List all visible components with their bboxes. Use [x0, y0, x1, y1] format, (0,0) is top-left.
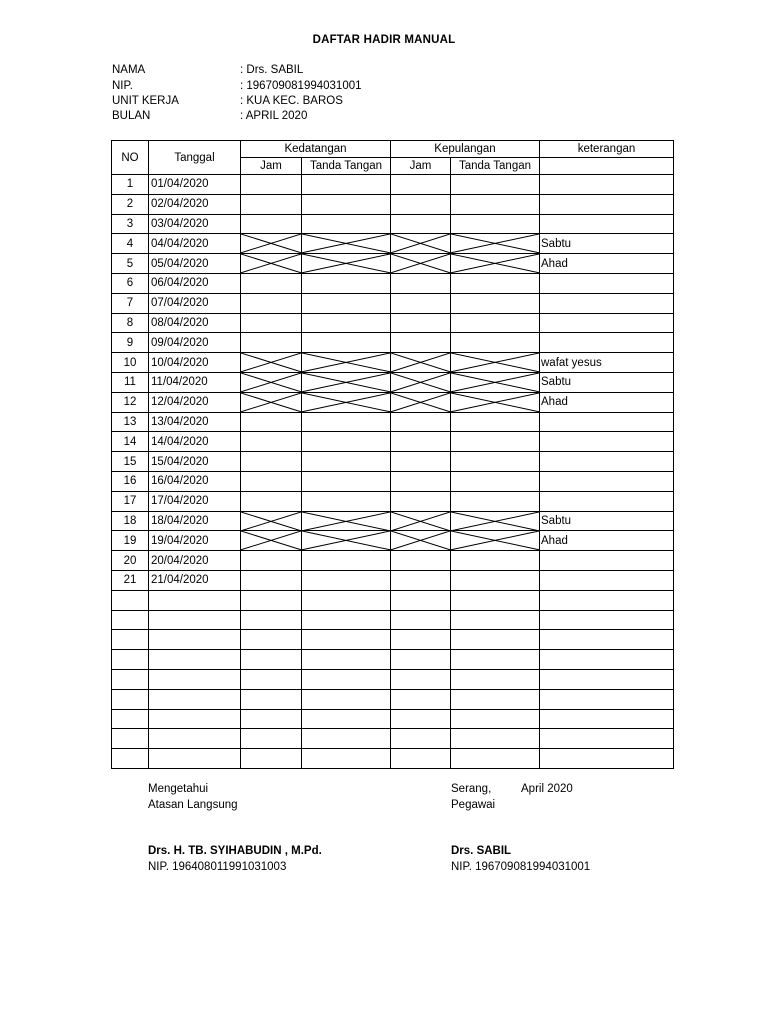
cell-kedatangan-tanda-tangan	[302, 689, 391, 709]
row-number	[112, 709, 149, 729]
cell-kepulangan-tanda-tangan	[451, 392, 540, 412]
cell-kedatangan-tanda-tangan	[302, 293, 391, 313]
row-keterangan	[540, 214, 674, 234]
cell-kedatangan-jam	[241, 749, 302, 769]
info-value-bulan: : APRIL 2020	[240, 110, 308, 122]
row-number: 4	[112, 234, 149, 254]
table-row	[112, 175, 674, 195]
table-row	[112, 234, 674, 254]
row-number: 16	[112, 471, 149, 491]
row-keterangan	[540, 749, 674, 769]
cell-kepulangan-tanda-tangan	[451, 630, 540, 650]
cross-mark-icon	[302, 353, 390, 372]
row-date: 13/04/2020	[149, 412, 241, 432]
cell-kedatangan-jam	[241, 372, 302, 392]
cell-kedatangan-tanda-tangan	[302, 392, 391, 412]
row-number: 11	[112, 372, 149, 392]
row-number	[112, 749, 149, 769]
table-row	[112, 214, 674, 234]
table-row	[112, 392, 674, 412]
footer-employee-nip: NIP. 196709081994031001	[451, 861, 591, 873]
cross-mark-icon	[241, 254, 301, 273]
attendance-table	[111, 140, 674, 769]
cell-kedatangan-tanda-tangan	[302, 709, 391, 729]
table-row	[112, 313, 674, 333]
cell-kedatangan-tanda-tangan	[302, 273, 391, 293]
cross-mark-icon	[302, 254, 390, 273]
cell-kepulangan-tanda-tangan	[451, 531, 540, 551]
info-value-nip: : 196709081994031001	[240, 80, 362, 92]
row-number	[112, 590, 149, 610]
cell-kepulangan-jam	[391, 273, 451, 293]
cell-kepulangan-jam	[391, 175, 451, 195]
footer-place: Serang,	[451, 783, 492, 795]
cell-kedatangan-tanda-tangan	[302, 471, 391, 491]
row-date: 15/04/2020	[149, 452, 241, 472]
row-date: 07/04/2020	[149, 293, 241, 313]
header-tanggal: Tanggal	[149, 141, 241, 175]
row-number: 3	[112, 214, 149, 234]
row-date	[149, 709, 241, 729]
cell-kedatangan-tanda-tangan	[302, 570, 391, 590]
row-number	[112, 669, 149, 689]
row-number: 2	[112, 194, 149, 214]
cell-kedatangan-jam	[241, 531, 302, 551]
cell-kepulangan-jam	[391, 293, 451, 313]
cell-kedatangan-tanda-tangan	[302, 749, 391, 769]
table-row	[112, 194, 674, 214]
row-date	[149, 729, 241, 749]
row-date: 04/04/2020	[149, 234, 241, 254]
cross-mark-icon	[391, 512, 450, 531]
cell-kedatangan-tanda-tangan	[302, 630, 391, 650]
row-keterangan	[540, 551, 674, 571]
row-keterangan	[540, 491, 674, 511]
cell-kedatangan-jam	[241, 254, 302, 274]
info-value-nama: : Drs. SABIL	[240, 64, 304, 76]
cell-kepulangan-tanda-tangan	[451, 551, 540, 571]
cell-kepulangan-jam	[391, 452, 451, 472]
table-row	[112, 273, 674, 293]
cell-kepulangan-jam	[391, 570, 451, 590]
row-number: 13	[112, 412, 149, 432]
cell-kepulangan-jam	[391, 650, 451, 670]
row-date: 21/04/2020	[149, 570, 241, 590]
cell-kepulangan-jam	[391, 749, 451, 769]
row-date: 12/04/2020	[149, 392, 241, 412]
footer-date: April 2020	[521, 783, 573, 795]
cell-kepulangan-jam	[391, 531, 451, 551]
attendance-body	[112, 175, 674, 769]
row-date	[149, 650, 241, 670]
cross-mark-icon	[241, 234, 301, 253]
cell-kedatangan-jam	[241, 175, 302, 195]
cell-kedatangan-tanda-tangan	[302, 214, 391, 234]
footer-pegawai: Pegawai	[451, 799, 496, 811]
cell-kepulangan-jam	[391, 353, 451, 373]
footer-supervisor-name: Drs. H. TB. SYIHABUDIN , M.Pd.	[148, 845, 322, 857]
cell-kedatangan-jam	[241, 353, 302, 373]
cell-kepulangan-tanda-tangan	[451, 353, 540, 373]
cross-mark-icon	[302, 393, 390, 412]
footer-atasan-langsung: Atasan Langsung	[148, 799, 238, 811]
cell-kepulangan-jam	[391, 471, 451, 491]
cell-kepulangan-jam	[391, 194, 451, 214]
table-row	[112, 412, 674, 432]
row-date	[149, 689, 241, 709]
cell-kepulangan-tanda-tangan	[451, 273, 540, 293]
table-row	[112, 650, 674, 670]
cell-kedatangan-tanda-tangan	[302, 551, 391, 571]
row-date: 14/04/2020	[149, 432, 241, 452]
info-label-bulan: BULAN	[112, 110, 151, 122]
cell-kedatangan-tanda-tangan	[302, 333, 391, 353]
cell-kepulangan-jam	[391, 689, 451, 709]
cell-kedatangan-tanda-tangan	[302, 590, 391, 610]
row-keterangan	[540, 570, 674, 590]
table-row	[112, 531, 674, 551]
header-kedatangan-jam: Jam	[241, 158, 302, 175]
header-kepulangan-jam: Jam	[391, 158, 451, 175]
cell-kepulangan-tanda-tangan	[451, 372, 540, 392]
cross-mark-icon	[302, 531, 390, 550]
cross-mark-icon	[302, 234, 390, 253]
row-keterangan: wafat yesus	[540, 353, 674, 373]
cross-mark-icon	[241, 531, 301, 550]
cell-kepulangan-tanda-tangan	[451, 214, 540, 234]
row-number: 9	[112, 333, 149, 353]
cell-kepulangan-jam	[391, 729, 451, 749]
document-title: DAFTAR HADIR MANUAL	[312, 34, 456, 46]
row-date: 05/04/2020	[149, 254, 241, 274]
row-keterangan	[540, 610, 674, 630]
row-date: 08/04/2020	[149, 313, 241, 333]
cell-kepulangan-jam	[391, 590, 451, 610]
row-keterangan	[540, 689, 674, 709]
row-number: 19	[112, 531, 149, 551]
cross-mark-icon	[451, 512, 539, 531]
row-date: 11/04/2020	[149, 372, 241, 392]
row-keterangan: Sabtu	[540, 511, 674, 531]
footer-employee-name: Drs. SABIL	[451, 845, 512, 857]
cell-kedatangan-tanda-tangan	[302, 353, 391, 373]
row-date	[149, 630, 241, 650]
cross-mark-icon	[241, 393, 301, 412]
row-keterangan	[540, 590, 674, 610]
row-date: 01/04/2020	[149, 175, 241, 195]
table-row	[112, 491, 674, 511]
cell-kepulangan-tanda-tangan	[451, 254, 540, 274]
cell-kedatangan-jam	[241, 630, 302, 650]
cell-kedatangan-jam	[241, 333, 302, 353]
row-date	[149, 669, 241, 689]
row-date: 10/04/2020	[149, 353, 241, 373]
cell-kedatangan-tanda-tangan	[302, 175, 391, 195]
cell-kepulangan-jam	[391, 551, 451, 571]
cell-kepulangan-tanda-tangan	[451, 511, 540, 531]
row-number	[112, 689, 149, 709]
header-no: NO	[112, 141, 149, 175]
row-keterangan	[540, 630, 674, 650]
row-keterangan: Ahad	[540, 254, 674, 274]
cross-mark-icon	[241, 512, 301, 531]
cell-kepulangan-tanda-tangan	[451, 313, 540, 333]
cell-kedatangan-jam	[241, 214, 302, 234]
table-row	[112, 590, 674, 610]
row-keterangan	[540, 729, 674, 749]
cell-kepulangan-tanda-tangan	[451, 412, 540, 432]
footer-mengetahui: Mengetahui	[148, 783, 209, 795]
row-keterangan: Sabtu	[540, 234, 674, 254]
cross-mark-icon	[302, 373, 390, 392]
cell-kedatangan-jam	[241, 452, 302, 472]
row-keterangan	[540, 194, 674, 214]
cross-mark-icon	[391, 353, 450, 372]
table-row	[112, 729, 674, 749]
cell-kedatangan-tanda-tangan	[302, 254, 391, 274]
cell-kepulangan-jam	[391, 313, 451, 333]
table-row	[112, 254, 674, 274]
cross-mark-icon	[451, 531, 539, 550]
table-row	[112, 749, 674, 769]
cell-kedatangan-tanda-tangan	[302, 194, 391, 214]
table-row	[112, 669, 674, 689]
cell-kepulangan-jam	[391, 412, 451, 432]
cross-mark-icon	[451, 393, 539, 412]
table-row	[112, 293, 674, 313]
cell-kepulangan-tanda-tangan	[451, 590, 540, 610]
cell-kedatangan-tanda-tangan	[302, 313, 391, 333]
header-keterangan: keterangan	[540, 141, 674, 158]
cell-kedatangan-tanda-tangan	[302, 650, 391, 670]
cell-kepulangan-tanda-tangan	[451, 471, 540, 491]
row-number: 20	[112, 551, 149, 571]
row-number: 6	[112, 273, 149, 293]
row-date: 19/04/2020	[149, 531, 241, 551]
cell-kedatangan-jam	[241, 392, 302, 412]
row-keterangan	[540, 650, 674, 670]
row-number: 14	[112, 432, 149, 452]
row-date: 20/04/2020	[149, 551, 241, 571]
cell-kedatangan-jam	[241, 570, 302, 590]
cross-mark-icon	[302, 512, 390, 531]
row-keterangan	[540, 293, 674, 313]
cell-kedatangan-tanda-tangan	[302, 531, 391, 551]
table-row	[112, 630, 674, 650]
table-row	[112, 551, 674, 571]
row-number	[112, 630, 149, 650]
row-date: 03/04/2020	[149, 214, 241, 234]
cell-kedatangan-jam	[241, 689, 302, 709]
cross-mark-icon	[451, 254, 539, 273]
cell-kepulangan-tanda-tangan	[451, 432, 540, 452]
row-date	[149, 610, 241, 630]
cell-kedatangan-jam	[241, 610, 302, 630]
cell-kepulangan-tanda-tangan	[451, 570, 540, 590]
cell-kedatangan-tanda-tangan	[302, 511, 391, 531]
row-number: 7	[112, 293, 149, 313]
table-row	[112, 689, 674, 709]
cross-mark-icon	[451, 353, 539, 372]
cell-kedatangan-tanda-tangan	[302, 452, 391, 472]
cell-kepulangan-tanda-tangan	[451, 194, 540, 214]
table-row	[112, 452, 674, 472]
header-keterangan-blank	[540, 158, 674, 175]
cell-kepulangan-jam	[391, 709, 451, 729]
row-number	[112, 610, 149, 630]
row-date: 17/04/2020	[149, 491, 241, 511]
cell-kedatangan-jam	[241, 511, 302, 531]
info-label-nip: NIP.	[112, 80, 133, 92]
cell-kedatangan-jam	[241, 293, 302, 313]
table-row	[112, 570, 674, 590]
row-keterangan	[540, 273, 674, 293]
table-row	[112, 372, 674, 392]
cell-kepulangan-tanda-tangan	[451, 650, 540, 670]
cell-kedatangan-jam	[241, 590, 302, 610]
row-date: 02/04/2020	[149, 194, 241, 214]
cell-kepulangan-tanda-tangan	[451, 669, 540, 689]
cell-kepulangan-tanda-tangan	[451, 175, 540, 195]
header-kepulangan-tanda-tangan: Tanda Tangan	[451, 158, 540, 175]
cell-kedatangan-jam	[241, 432, 302, 452]
cell-kedatangan-jam	[241, 412, 302, 432]
header-kedatangan-tanda-tangan: Tanda Tangan	[302, 158, 391, 175]
cell-kedatangan-jam	[241, 234, 302, 254]
row-date: 06/04/2020	[149, 273, 241, 293]
cell-kepulangan-jam	[391, 214, 451, 234]
cell-kedatangan-tanda-tangan	[302, 372, 391, 392]
cell-kepulangan-jam	[391, 610, 451, 630]
cell-kepulangan-tanda-tangan	[451, 689, 540, 709]
row-keterangan	[540, 709, 674, 729]
cell-kepulangan-tanda-tangan	[451, 729, 540, 749]
row-number: 12	[112, 392, 149, 412]
cell-kedatangan-jam	[241, 471, 302, 491]
row-keterangan	[540, 432, 674, 452]
row-date	[149, 749, 241, 769]
row-date: 18/04/2020	[149, 511, 241, 531]
row-number: 17	[112, 491, 149, 511]
cross-mark-icon	[241, 373, 301, 392]
row-keterangan	[540, 471, 674, 491]
cell-kedatangan-jam	[241, 491, 302, 511]
cell-kepulangan-jam	[391, 392, 451, 412]
cross-mark-icon	[451, 234, 539, 253]
cell-kepulangan-jam	[391, 511, 451, 531]
row-date: 16/04/2020	[149, 471, 241, 491]
cross-mark-icon	[241, 353, 301, 372]
table-row	[112, 709, 674, 729]
cell-kepulangan-jam	[391, 669, 451, 689]
row-keterangan	[540, 313, 674, 333]
cell-kepulangan-jam	[391, 630, 451, 650]
cell-kepulangan-tanda-tangan	[451, 709, 540, 729]
row-number: 5	[112, 254, 149, 274]
row-number	[112, 729, 149, 749]
footer-supervisor-nip: NIP. 196408011991031003	[148, 861, 287, 873]
row-keterangan	[540, 412, 674, 432]
cell-kepulangan-jam	[391, 234, 451, 254]
cell-kedatangan-jam	[241, 729, 302, 749]
row-keterangan: Ahad	[540, 392, 674, 412]
row-keterangan	[540, 333, 674, 353]
cell-kedatangan-jam	[241, 313, 302, 333]
cross-mark-icon	[451, 373, 539, 392]
cross-mark-icon	[391, 393, 450, 412]
cross-mark-icon	[391, 234, 450, 253]
row-keterangan	[540, 669, 674, 689]
cell-kepulangan-tanda-tangan	[451, 749, 540, 769]
table-row	[112, 353, 674, 373]
cell-kepulangan-tanda-tangan	[451, 491, 540, 511]
table-row	[112, 333, 674, 353]
cross-mark-icon	[391, 254, 450, 273]
row-number: 8	[112, 313, 149, 333]
header-kedatangan: Kedatangan	[241, 141, 391, 158]
info-label-nama: NAMA	[112, 64, 146, 76]
cell-kedatangan-jam	[241, 273, 302, 293]
cell-kedatangan-jam	[241, 551, 302, 571]
row-keterangan	[540, 175, 674, 195]
header-kepulangan: Kepulangan	[391, 141, 540, 158]
table-row	[112, 511, 674, 531]
cell-kedatangan-tanda-tangan	[302, 432, 391, 452]
cell-kepulangan-tanda-tangan	[451, 293, 540, 313]
row-date: 09/04/2020	[149, 333, 241, 353]
info-value-unit-kerja: : KUA KEC. BAROS	[240, 95, 343, 107]
row-keterangan: Sabtu	[540, 372, 674, 392]
cell-kedatangan-tanda-tangan	[302, 669, 391, 689]
row-number: 18	[112, 511, 149, 531]
cell-kedatangan-jam	[241, 194, 302, 214]
info-label-unit-kerja: UNIT KERJA	[112, 95, 179, 107]
row-number: 15	[112, 452, 149, 472]
cell-kepulangan-tanda-tangan	[451, 234, 540, 254]
cell-kepulangan-jam	[391, 432, 451, 452]
cell-kedatangan-tanda-tangan	[302, 412, 391, 432]
table-row	[112, 471, 674, 491]
row-number: 21	[112, 570, 149, 590]
cross-mark-icon	[391, 373, 450, 392]
row-number: 10	[112, 353, 149, 373]
cell-kedatangan-tanda-tangan	[302, 729, 391, 749]
row-keterangan: Ahad	[540, 531, 674, 551]
row-date	[149, 590, 241, 610]
table-row	[112, 610, 674, 630]
cell-kedatangan-tanda-tangan	[302, 610, 391, 630]
cell-kedatangan-jam	[241, 709, 302, 729]
cell-kepulangan-tanda-tangan	[451, 610, 540, 630]
cell-kepulangan-tanda-tangan	[451, 452, 540, 472]
row-number	[112, 650, 149, 670]
table-row	[112, 432, 674, 452]
cell-kedatangan-tanda-tangan	[302, 234, 391, 254]
row-number: 1	[112, 175, 149, 195]
cell-kepulangan-tanda-tangan	[451, 333, 540, 353]
cell-kepulangan-jam	[391, 491, 451, 511]
cell-kedatangan-tanda-tangan	[302, 491, 391, 511]
cell-kepulangan-jam	[391, 333, 451, 353]
row-keterangan	[540, 452, 674, 472]
cell-kedatangan-jam	[241, 650, 302, 670]
cell-kepulangan-jam	[391, 254, 451, 274]
cell-kepulangan-jam	[391, 372, 451, 392]
cross-mark-icon	[391, 531, 450, 550]
cell-kedatangan-jam	[241, 669, 302, 689]
